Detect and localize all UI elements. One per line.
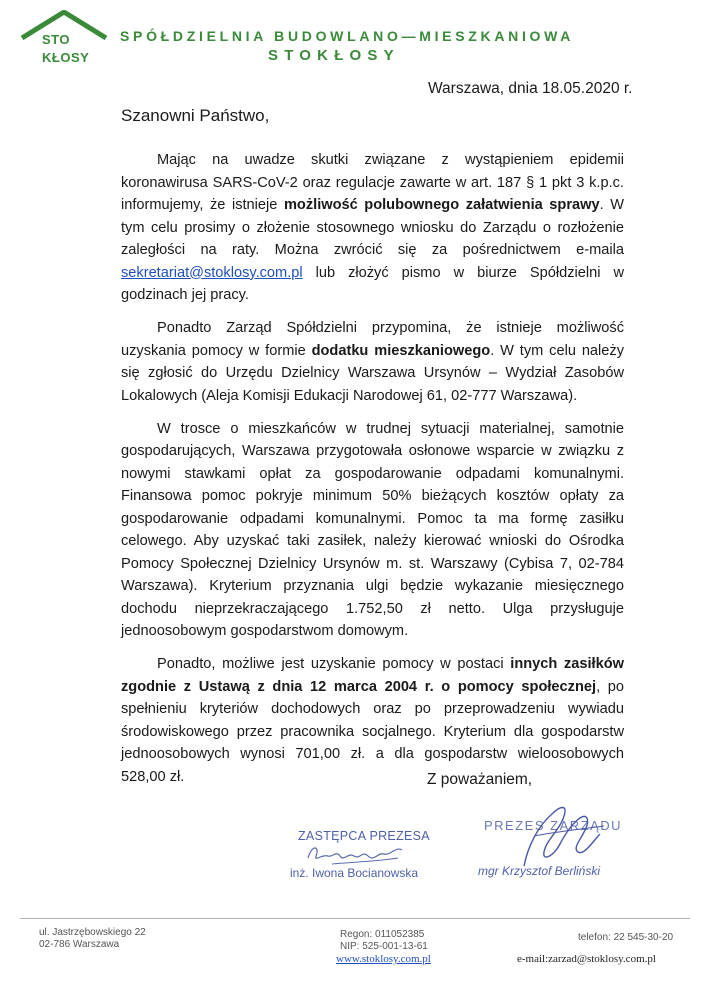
paragraph-2: Ponadto Zarząd Spółdzielni przypomina, że istnieje możliwość uzyskania pomocy w formie dodatku mieszkaniowego. W tym celu należy się zgłosić do Urzędu Dzielnicy Warszawa Ursynów – Wydział Zasobów Lokalowych (Aleja Komisji Edukacji Narodowej 61, 02-777 Warszawa). — [121, 320, 625, 404]
logo — [16, 10, 112, 66]
email-link[interactable]: sekretariat@stoklosy.com.pl — [121, 264, 303, 281]
paragraph-4: Ponadto, możliwe jest uzyskanie pomocy w postaci innych zasiłków zgodnie z Ustawą z dnia 12 marca 2004 r. o pomocy społecznej, po spełnieniu kryteriów dochodowych oraz po przeprowadzeniu wywiadu środowiskowego przez pracownika socjalnego. Kryterium dla gospodarstw jednoosobowych wynosi 701,00 zł. a dla gospodarstw wieloosobowych 528,00 zł. — [121, 656, 624, 785]
paragraph-1: Mając na uwadze skutki związane z wystąpieniem epidemii koronawirusa SARS-CoV-2 oraz regulacje zawarte w art. 187 § 1 pkt 3 k.p.c. informujemy, że istnieje możliwość polubownego załatwienia sprawy. W tym celu prosimy o złożenie stosownego wniosku do Zarządu o rozłożenie zaległości na raty. Można zwrócić się za pośrednictwem e-maila sekretariat@stoklosy.com.pl lub złożyć pismo w biurze Spółdzielni w godzinach jej pracy. — [121, 152, 624, 303]
signature-left-title: ZASTĘPCA PREZESA — [298, 829, 430, 843]
footer-regon: Regon: 011052385 — [340, 929, 425, 940]
letter-body — [121, 149, 624, 799]
footer-website-link[interactable]: www.stoklosy.com.pl — [336, 953, 431, 965]
emphasis-text: dodatku mieszkaniowego — [311, 342, 491, 359]
footer-phone: telefon: 22 545-30-20 — [578, 932, 674, 943]
signature-left-name: inż. Iwona Bocianowska — [290, 866, 419, 880]
footer-email[interactable]: e-mail:zarzad@stoklosy.com.pl — [517, 953, 656, 965]
paragraph-3: W trosce o mieszkańców w trudnej sytuacji materialnej, samotnie gospodarujących, Warszawa przygotowała osłonowe wsparcie w związku z nowymi stawkami opłat za gospodarowanie odpadami komunalnymi. Finansowa pomoc pokryje minimum 50% bieżących kosztów opłaty za gospodarowanie odpadami komunalnymi. Pomoc ta ma formę zasiłku celowego. Aby uzyskać taki zasiłek, należy kierować wnioski do Ośrodka Pomocy Społecznej Dzielnicy Ursynów m. st. Warszawy (Cybisa 7, 02-784 Warszawa). Kryterium przyznania ulgi będzie wykazanie miesięcznego dochodu nieprzekraczającego 1.752,50 zł netto. Ulga przysługuje jednoosobowym gospodarstwom domowym. — [121, 420, 624, 639]
organization-short-name: STOKŁOSY — [268, 47, 400, 64]
emphasis-text: innych zasiłków zgodnie z Ustawą z dnia 12 marca 2004 r. o pomocy społecznej — [121, 656, 624, 695]
letter-greeting: Szanowni Państwo, — [121, 106, 270, 125]
logo-text-bottom: KŁOSY — [42, 50, 90, 65]
footer-nip: NIP: 525-001-13-61 — [340, 941, 428, 952]
footer-divider — [20, 918, 690, 919]
emphasis-text: możliwość polubownego załatwienia sprawy — [283, 197, 600, 213]
letter-closing: Z poważaniem, — [427, 771, 533, 788]
signature-right-title: PREZES ZARZĄDU — [484, 818, 623, 833]
letter-date: Warszawa, dnia 18.05.2020 r. — [428, 80, 633, 97]
footer-address-street: ul. Jastrzębowskiego 22 — [39, 927, 146, 938]
organization-name: SPÓŁDZIELNIA BUDOWLANO—MIESZKANIOWA — [120, 28, 575, 44]
footer-address-city: 02-786 Warszawa — [39, 939, 120, 950]
logo-text-top: STO — [42, 32, 70, 47]
signature-right-name: mgr Krzysztof Berliński — [478, 864, 601, 878]
